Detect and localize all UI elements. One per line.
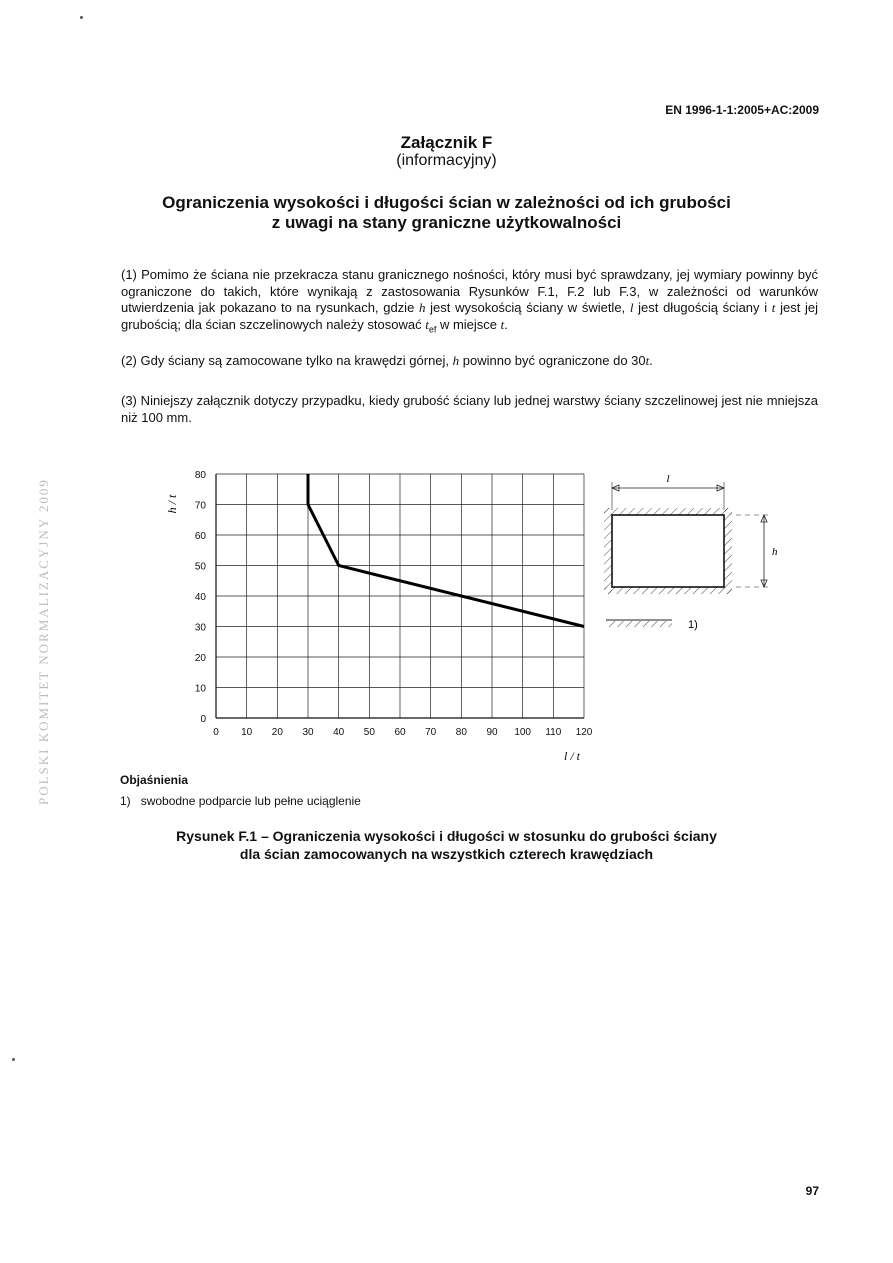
- p1-var-tef-sub: ef: [428, 324, 437, 335]
- explanation-item: [120, 794, 361, 808]
- scan-speck: [12, 1058, 15, 1061]
- x-tick-label: 0: [213, 727, 219, 738]
- dim-l-label: l: [666, 473, 670, 485]
- y-tick-label: 30: [194, 622, 206, 634]
- p1-text-c: jest długością ściany i: [633, 300, 772, 315]
- explanation-item-number: 1): [120, 794, 131, 808]
- x-tick-label: 120: [575, 727, 593, 738]
- y-tick-label: 40: [194, 592, 206, 603]
- p2-text-a: (2) Gdy ściany są zamocowane tylko na krawędzi górnej,: [121, 353, 453, 368]
- main-title: [0, 193, 893, 233]
- x-tick-label: 70: [425, 727, 437, 738]
- p2-var-t: t: [645, 353, 650, 368]
- p2-text-c: .: [649, 353, 653, 368]
- watermark: POLSKI KOMITET NORMALIZACYJNY 2009: [36, 478, 51, 805]
- y-tick-label: 0: [200, 714, 206, 725]
- page-number: 97: [805, 1184, 819, 1198]
- support-left: [604, 508, 612, 594]
- support-symbol-hatch: [606, 621, 672, 627]
- explanation-item-text: swobodne podparcie lub pełne uciąglenie: [140, 794, 361, 808]
- x-tick-label: 110: [545, 727, 562, 738]
- p1-text-f: .: [504, 316, 508, 332]
- p1-var-t: t: [771, 300, 776, 315]
- p1-var-tef: t: [425, 316, 429, 332]
- y-tick-label: 70: [194, 500, 206, 512]
- chart-series: [308, 474, 584, 627]
- main-title-line1: Ograniczenia wysokości i długości ścian w zależności od ich grubości: [162, 193, 731, 212]
- x-tick-label: 60: [394, 727, 406, 738]
- explanations-heading: Objaśnienia: [120, 773, 189, 787]
- chart-x-axis-label: l / t: [563, 749, 581, 763]
- chart-grid: [216, 474, 584, 718]
- figure-caption: [0, 827, 893, 863]
- paragraph-3: (3) Niniejszy załącznik dotyczy przypadku, kiedy grubość ściany lub jednej warstwy ściany szczelinowej jest nie mniejsza niż 100 mm.: [121, 393, 818, 425]
- p1-var-h: h: [418, 300, 426, 315]
- p1-var-t2: t: [500, 316, 505, 332]
- p2-text-b: powinno być ograniczone do 30: [459, 353, 646, 368]
- p2-var-h: h: [452, 353, 460, 368]
- wall-diagram: [596, 470, 796, 640]
- x-tick-label: 40: [333, 727, 345, 738]
- support-right: [724, 508, 732, 594]
- p1-text-e: w miejsce: [436, 316, 501, 332]
- y-tick-label: 80: [194, 470, 206, 481]
- y-tick-label: 20: [194, 653, 206, 664]
- p1-text-d: jest jej grubością; dla ścian szczelinowych należy stosować: [121, 300, 819, 332]
- dim-h-label: h: [772, 546, 778, 558]
- p1-text-a: (1) Pomimo że ściana nie przekracza stanu granicznego nośności, który musi być sprawdzany, jej wymiary powinny być ograniczone do takich, które wynikają z zastosowania Rysunków F.1, F.2 lub F.3, w zależności od warunków utwierdzenia jak pokazano to na rysunkach, gdzie: [121, 267, 818, 315]
- chart-tick-labels: [195, 470, 593, 738]
- annex-subtitle: (informacyjny): [396, 152, 497, 169]
- paragraph-1: [121, 267, 818, 338]
- x-tick-label: 100: [514, 727, 532, 738]
- y-tick-label: 60: [194, 531, 206, 542]
- chart-y-axis-label: h / t: [165, 494, 179, 514]
- wall-panel: [612, 515, 724, 587]
- figure-caption-line1: Rysunek F.1 – Ograniczenia wysokości i długości w stosunku do grubości ściany: [176, 828, 717, 844]
- standard-reference: EN 1996-1-1:2005+AC:2009: [665, 103, 819, 117]
- p1-var-l: l: [629, 300, 634, 315]
- support-bottom: [604, 587, 732, 594]
- x-tick-label: 10: [241, 727, 253, 738]
- paragraph-2: [121, 353, 818, 370]
- series-line-limit: [308, 474, 584, 627]
- limit-chart: [140, 460, 610, 770]
- x-tick-label: 80: [455, 727, 467, 738]
- x-tick-label: 90: [486, 727, 498, 738]
- support-symbol-label: 1): [688, 619, 698, 631]
- x-tick-label: 50: [363, 727, 375, 738]
- y-tick-label: 10: [194, 683, 206, 695]
- y-tick-label: 50: [194, 561, 206, 573]
- x-tick-label: 20: [271, 727, 283, 738]
- x-tick-label: 30: [302, 727, 314, 738]
- support-top: [604, 508, 732, 515]
- main-title-line2: z uwagi na stany graniczne użytkowalności: [271, 213, 622, 232]
- p1-text-b: jest wysokością ściany w świetle,: [425, 300, 630, 315]
- figure-caption-line2: dla ścian zamocowanych na wszystkich czterech krawędziach: [239, 846, 654, 862]
- annex-title: Załącznik F: [400, 133, 493, 152]
- scan-speck: [80, 16, 83, 19]
